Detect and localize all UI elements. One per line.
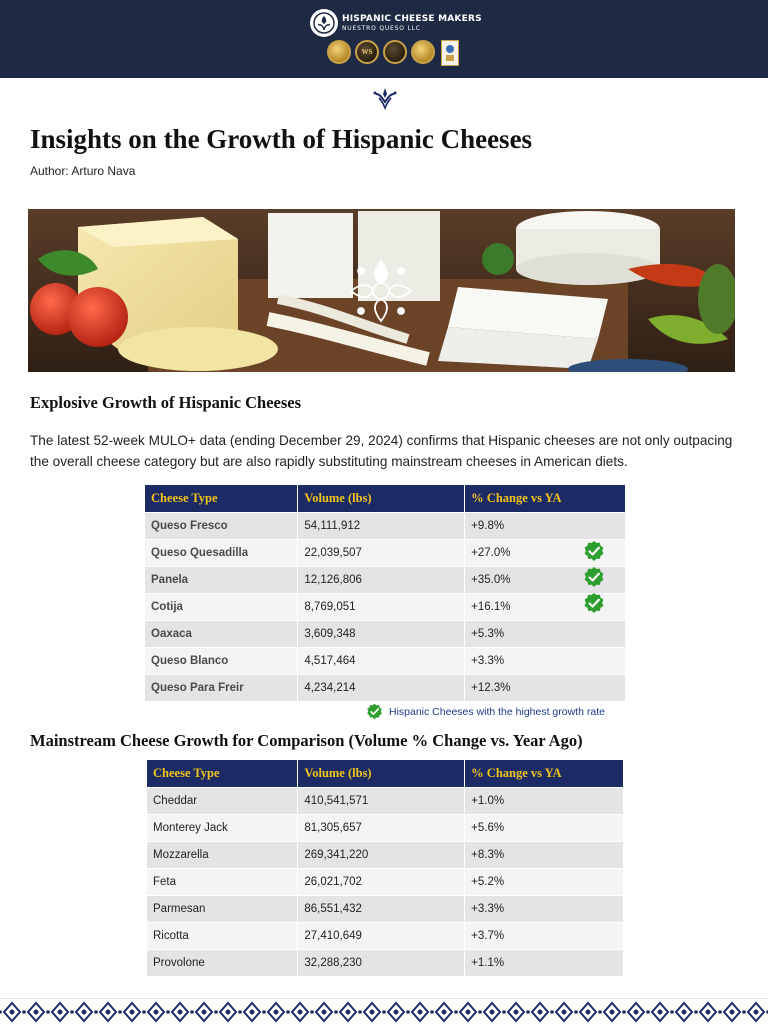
cell-cheese-type: Cotija [145,593,298,620]
table-row [145,647,626,674]
table-row [145,593,626,620]
cell-volume: 27,410,649 [298,922,465,949]
table-row [145,512,626,539]
cell-volume: 81,305,657 [298,814,465,841]
page-title: Insights on the Growth of Hispanic Cheeses [30,124,533,154]
cell-volume: 86,551,432 [298,895,465,922]
table-row [147,787,624,814]
cell-cheese-type: Parmesan [147,895,298,922]
brand-name: HISPANIC CHEESE MAKERS [342,13,482,24]
table-row [145,674,626,701]
award-medal-icon: WS [355,40,379,64]
cell-change: +1.1% [465,949,624,976]
table-legend [366,703,605,720]
column-header-cheese-type: Cheese Type [147,760,298,787]
cell-change: +5.6% [465,814,624,841]
table-row [145,539,626,566]
table-row [145,566,626,593]
cell-change: +3.3% [465,647,626,674]
cell-volume: 32,288,230 [298,949,465,976]
cell-cheese-type: Ricotta [147,922,298,949]
site-header [0,0,768,78]
cell-change: +3.7% [465,922,624,949]
cell-volume: 12,126,806 [298,566,465,593]
table-row [147,841,624,868]
brand-subtitle: NUESTRO QUESO LLC [342,24,421,32]
cell-cheese-type: Provolone [147,949,298,976]
column-header-change: % Change vs YA [465,485,626,512]
cell-volume: 4,517,464 [298,647,465,674]
hero-cheese-image [28,209,735,372]
green-check-badge-icon [583,566,605,588]
section-heading-explosive-growth: Explosive Growth of Hispanic Cheeses [30,393,302,412]
cell-volume: 3,609,348 [298,620,465,647]
table-row [147,868,624,895]
cell-change: +35.0% [465,566,626,593]
cell-change: +9.8% [465,512,626,539]
cell-change: +1.0% [465,787,624,814]
table-row [147,949,624,976]
cell-change: +5.2% [465,868,624,895]
section-heading-mainstream-comparison: Mainstream Cheese Growth for Comparison (Volume % Change vs. Year Ago) [30,731,583,750]
cell-change: +5.3% [465,620,626,647]
award-medal-icon [411,40,435,64]
cell-cheese-type: Oaxaca [145,620,298,647]
column-header-volume: Volume (lbs) [298,760,465,787]
brand-lockup[interactable] [310,9,482,37]
cell-volume: 22,039,507 [298,539,465,566]
cell-cheese-type: Queso Para Freir [145,674,298,701]
brand-logo-icon [310,9,338,37]
table-row [145,620,626,647]
cell-volume: 410,541,571 [298,787,465,814]
award-badge-icon [441,40,459,66]
cell-cheese-type: Queso Quesadilla [145,539,298,566]
column-header-volume: Volume (lbs) [298,485,465,512]
cell-volume: 269,341,220 [298,841,465,868]
cell-change: +12.3% [465,674,626,701]
cell-cheese-type: Queso Fresco [145,512,298,539]
column-header-cheese-type: Cheese Type [145,485,298,512]
table-header-row [145,485,626,512]
award-medal-icon [327,40,351,64]
cell-change: +27.0% [465,539,626,566]
cell-volume: 26,021,702 [298,868,465,895]
mainstream-cheese-table [147,760,624,976]
cell-volume: 4,234,214 [298,674,465,701]
cell-volume: 54,111,912 [298,512,465,539]
intro-paragraph: The latest 52-week MULO+ data (ending December 29, 2024) confirms that Hispanic cheeses are not only outpacing the overall cheese category but are also rapidly substituting mainstream cheeses in American diets. [30,433,733,469]
author-byline: Author: Arturo Nava [30,164,136,178]
cell-cheese-type: Queso Blanco [145,647,298,674]
green-check-badge-icon [583,592,605,614]
cell-change: +3.3% [465,895,624,922]
cell-cheese-type: Feta [147,868,298,895]
cell-cheese-type: Mozzarella [147,841,298,868]
table-row [147,814,624,841]
table-row [147,895,624,922]
cell-change: +16.1% [465,593,626,620]
cell-cheese-type: Cheddar [147,787,298,814]
column-header-change: % Change vs YA [465,760,624,787]
footer-pattern [0,998,768,1024]
green-check-badge-icon [583,540,605,562]
cell-change: +8.3% [465,841,624,868]
cell-volume: 8,769,051 [298,593,465,620]
cell-cheese-type: Panela [145,566,298,593]
hispanic-cheese-table [145,485,626,701]
cell-cheese-type: Monterey Jack [147,814,298,841]
award-medals [327,40,459,66]
award-medal-icon [383,40,407,64]
table-row [147,922,624,949]
legend-label: Hispanic Cheeses with the highest growth rate [389,705,605,718]
fleur-ornament-icon [372,86,398,110]
table-header-row [147,760,624,787]
green-check-badge-icon [366,703,383,720]
